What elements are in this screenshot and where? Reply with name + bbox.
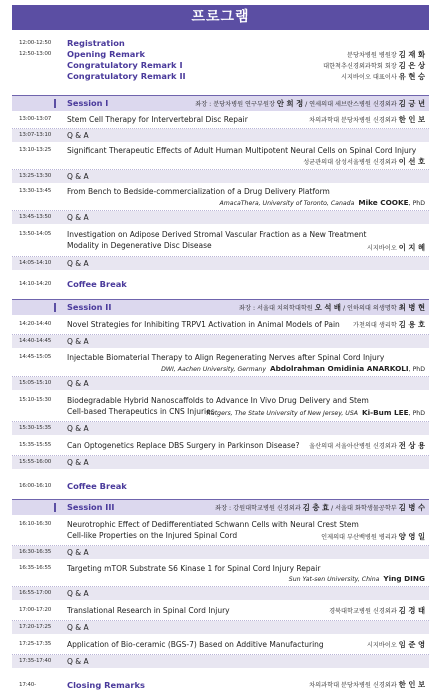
time-label: 14:45-15:05 [19,354,52,360]
speaker [323,61,425,71]
session-marker [54,303,56,312]
speaker [309,441,425,451]
affiliation: 시지바이오 대표이사 [341,74,397,81]
registration-label: Registration [67,38,125,48]
time-label: 14:20-14:40 [19,321,52,327]
chair-affiliation-2: / 서울대 화학생물공학부 [329,505,397,512]
time-label: 15:05-15:10 [19,380,52,386]
talk-row [12,143,429,170]
qa-label: Q & A [67,259,89,268]
speaker-name: 이 지 혜 [398,243,425,252]
affiliation: 차의과학대 분당차병원 신경외과 [309,682,397,689]
affiliation: 분당차병원 병원장 [347,52,397,59]
opening-row-congrats-1 [12,60,429,71]
qa-row [12,546,429,559]
speaker [329,606,425,616]
session-2-chairs [239,303,425,313]
chair-label: 좌장 : 분당차병원 연구부원장 [195,101,275,108]
qa-row [12,621,429,634]
chair-label: 좌장 : 강원대학교병원 신경외과 [215,505,301,512]
session-3-chairs [215,503,425,513]
session-marker [54,503,56,512]
time-label: 15:30-15:35 [19,425,52,431]
speaker [367,243,425,253]
affiliation: 대한척추신경외과학회 회장 [323,63,397,70]
chair-affiliation-2: / 인하의대 의생명학 [340,305,397,312]
opening-row-congrats-2 [12,71,429,82]
qa-row [12,335,429,348]
time-label: 17:25-17:35 [19,641,52,647]
congratulatory-remark-2-label: Congratulatory Remark II [67,71,186,81]
speaker-name: 이 선 호 [398,157,425,166]
chair-affiliation-2: / 연세의대 세브란스병원 신경외과 [303,101,397,108]
degree: , PhD [408,410,425,417]
session-3-title: Session III [67,502,115,512]
speaker-name: 김 경 태 [398,606,425,615]
time-label: 16:55-17:00 [19,590,52,596]
talk-row [12,184,429,211]
talk-title: Neurotrophic Effect of Dedifferentiated Schwann Cells with Neural Crest Stem [67,520,359,529]
session-1-title: Session I [67,98,109,108]
speaker-name: 한 인 보 [398,115,425,124]
opening-remark-label: Opening Remark [67,49,145,59]
talk-row [12,391,429,422]
talk-title-line-2: Cell-like Properties on the Injured Spinal Cord [67,531,238,540]
qa-label: Q & A [67,379,89,388]
time-label: 14:05-14:10 [19,260,52,266]
time-label: 17:40- [19,682,36,688]
time-label: 15:55-16:00 [19,459,52,465]
speaker [341,72,425,82]
speaker-name: 한 인 보 [398,680,425,689]
affiliation: 울산의대 서울아산병원 신경외과 [309,443,397,450]
affiliation: 인제의대 부산백병원 병리과 [321,534,397,541]
qa-row [12,456,429,469]
speaker-name: 양 영 일 [398,532,425,541]
talk-title: Can Optogenetics Replace DBS Surgery in Parkinson Disease? [67,441,300,450]
qa-row [12,170,429,183]
degree: , PhD [408,366,425,373]
speaker-name: 유 현 승 [398,72,425,81]
chair-name-2: 최 병 현 [398,303,425,312]
talk-title: From Bench to Bedside-commercialization of a Drug Delivery Platform [67,187,330,196]
affiliation: 가천의대 생리학 [352,322,397,329]
time-label: 14:10-14:20 [19,281,52,287]
time-label: 16:30-16:35 [19,549,52,555]
talk-row [12,601,429,621]
talk-title: Significant Therapeutic Effects of Adult Human Multipotent Neural Cells on Spinal Cord Injury [67,146,417,155]
chair-name-1: 안 희 정 [276,99,304,108]
speaker [367,640,425,650]
affiliation: 시지바이오 [366,245,397,252]
coffee-break-row [12,277,429,291]
session-3-header [12,499,429,515]
affiliation: 성균관의대 삼성서울병원 신경외과 [303,159,397,166]
time-label: 16:35-16:55 [19,565,52,571]
time-label: 17:00-17:20 [19,607,52,613]
speaker [353,320,425,330]
time-label: 13:07-13:10 [19,132,52,138]
affiliation: AmacaThera, University of Toronto, Canada [219,200,355,207]
talk-title: Novel Strategies for Inhibiting TRPV1 Activation in Animal Models of Pain [67,320,340,329]
opening-row-registration [12,38,429,49]
speaker-name: Ki-Bum LEE [361,408,409,417]
time-label: 13:50-14:05 [19,231,52,237]
time-label: 12:00-12:50 [19,40,52,46]
time-label: 16:00-16:10 [19,483,52,489]
qa-label: Q & A [67,213,89,222]
program-title: 프로그램 [12,5,429,30]
qa-row [12,422,429,435]
affiliation: Rutgers, The State University of New Jersey, USA [206,410,358,417]
speaker-name: 김 은 상 [398,61,425,70]
time-label: 12:50-13:00 [19,51,52,57]
speaker [207,408,425,417]
affiliation: DWI, Aachen University, Germany [161,366,266,373]
time-label: 15:35-15:55 [19,442,52,448]
qa-row [12,211,429,224]
speaker [303,157,425,167]
speaker-name: Ying DING [383,574,425,583]
chair-name-2: 김 긍 년 [398,99,425,108]
affiliation: 경북대학교병원 신경외과 [329,608,397,615]
speaker [309,115,425,125]
qa-row [12,129,429,142]
talk-row [12,315,429,335]
time-label: 13:25-13:30 [19,173,52,179]
talk-title: Translational Research in Spinal Cord Injury [67,606,230,615]
time-label: 16:10-16:30 [19,521,52,527]
session-marker [54,99,56,108]
talk-title-line-2: Modality in Degenerative Disc Disease [67,241,212,250]
chair-label: 좌장 : 서울대 치의학대학원 [239,305,313,312]
speaker-name: 전 상 용 [398,441,425,450]
talk-row [12,349,429,377]
talk-title: Injectable Biomaterial Therapy to Align Regenerating Nerves after Spinal Cord Injury [67,353,385,362]
qa-label: Q & A [67,424,89,433]
qa-row [12,377,429,390]
chair-name-1: 오 석 배 [314,303,341,312]
talk-title: Targeting mTOR Substrate S6 Kinase 1 for Spinal Cord Injury Repair [67,564,321,573]
time-label: 13:00-13:07 [19,116,52,122]
speaker [321,532,425,542]
qa-row [12,587,429,600]
talk-row [12,560,429,587]
affiliation: 차의과학대 분당차병원 신경외과 [309,117,397,124]
coffee-break-label: Coffee Break [67,481,127,491]
speaker-name: 김 재 화 [398,50,425,59]
qa-label: Q & A [67,131,89,140]
qa-label: Q & A [67,623,89,632]
qa-label: Q & A [67,589,89,598]
talk-title: Investigation on Adipose Derived Stromal Vascular Fraction as a New Treatment [67,230,367,239]
time-label: 17:20-17:25 [19,624,52,630]
speaker-name: Abdolrahman Omidinia ANARKOLI [269,364,409,373]
session-2-header [12,299,429,315]
qa-label: Q & A [67,458,89,467]
closing-row [12,679,429,693]
talk-row [12,635,429,655]
qa-label: Q & A [67,172,89,181]
qa-label: Q & A [67,657,89,666]
time-label: 13:45-13:50 [19,214,52,220]
talk-title-line-2: Cell-based Therapeutics in CNS Injuries [67,407,215,416]
qa-label: Q & A [67,337,89,346]
speaker [309,680,425,690]
coffee-break-label: Coffee Break [67,279,127,289]
congratulatory-remark-1-label: Congratulatory Remark I [67,60,183,70]
qa-label: Q & A [67,548,89,557]
speaker [347,50,425,60]
speaker [289,574,425,583]
speaker-name: 김 용 호 [398,320,425,329]
chair-name-2: 김 병 수 [398,503,425,512]
opening-row-opening-remark [12,49,429,60]
talk-row [12,225,429,257]
time-label: 15:10-15:30 [19,397,52,403]
session-1-chairs [195,99,425,109]
talk-title: Stem Cell Therapy for Intervertebral Disc Repair [67,115,248,124]
degree: , PhD [408,200,425,207]
time-label: 13:10-13:25 [19,147,52,153]
talk-row [12,436,429,456]
affiliation: 시지바이오 [366,642,397,649]
speaker-name: Mike COOKE [358,198,409,207]
qa-row [12,655,429,668]
talk-row [12,515,429,546]
speaker [161,364,425,373]
chair-name-1: 김 충 효 [302,503,330,512]
time-label: 14:40-14:45 [19,338,52,344]
affiliation: Sun Yat-sen University, China [288,576,380,583]
speaker-name: 임 준 영 [398,640,425,649]
time-label: 13:30-13:45 [19,188,52,194]
talk-title: Application of Bio-ceramic (BGS-7) Based on Additive Manufacturing [67,640,324,649]
talk-row [12,111,429,129]
session-1-header [12,95,429,111]
time-label: 17:35-17:40 [19,658,52,664]
qa-row [12,257,429,270]
closing-remarks-label: Closing Remarks [67,680,145,690]
talk-title: Biodegradable Hybrid Nanoscaffolds to Advance In Vivo Drug Delivery and Stem [67,396,369,405]
coffee-break-row [12,479,429,493]
session-2-title: Session II [67,302,112,312]
speaker [220,198,425,207]
